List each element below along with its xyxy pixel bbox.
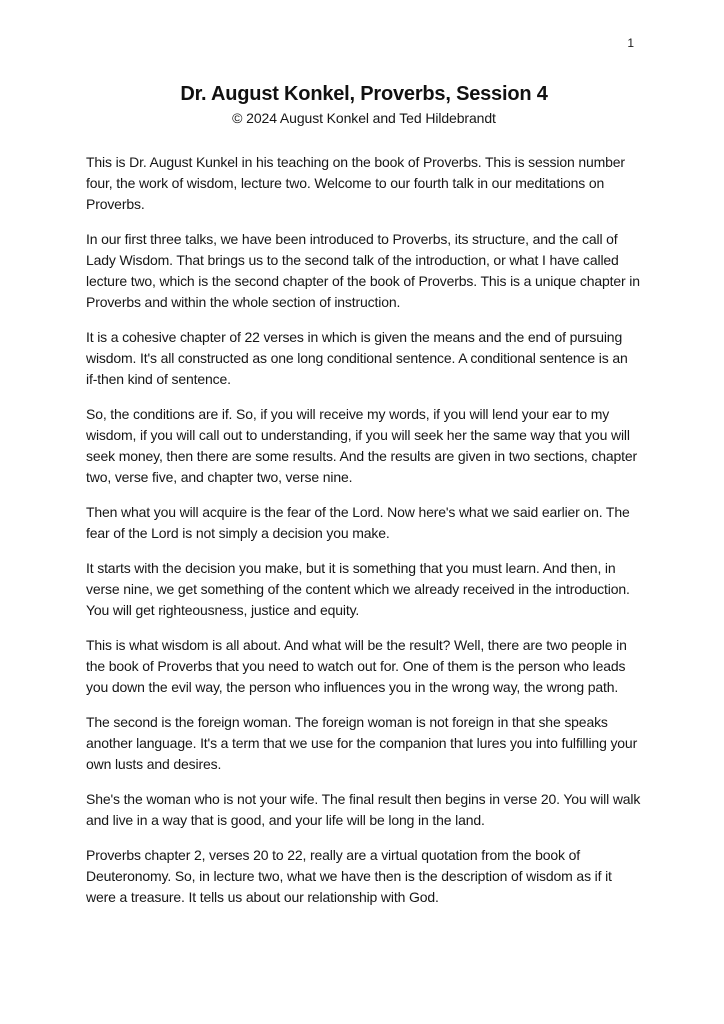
paragraph: The second is the foreign woman. The foreign woman is not foreign in that she speaks another language. It's a term that we use for the companion that lures you into fulfilling your own lusts and desires. [86, 714, 638, 772]
document-title: Dr. August Konkel, Proverbs, Session 4 [180, 83, 548, 105]
paragraph: This is what wisdom is all about. And what will be the result? Well, there are two people in the book of Proverbs that you need to watch out for. One of them is the person who leads you down the evil way, the person who influences you in the wrong way, the wrong path. [86, 637, 627, 695]
paragraph: This is Dr. August Kunkel in his teaching on the book of Proverbs. This is session number four, the work of wisdom, lecture two. Welcome to our fourth talk in our meditations on Proverbs. [86, 154, 625, 212]
paragraph: She's the woman who is not your wife. The final result then begins in verse 20. You will walk and live in a way that is good, and your life will be long in the land. [86, 791, 641, 828]
page-number: 1 [627, 36, 634, 50]
paragraph: It is a cohesive chapter of 22 verses in which is given the means and the end of pursuing wisdom. It's all constructed as one long conditional sentence. A conditional sentence is an if-then kind of sentence. [86, 329, 628, 387]
paragraph: Then what you will acquire is the fear of the Lord. Now here's what we said earlier on. The fear of the Lord is not simply a decision you make. [86, 504, 630, 541]
paragraph: In our first three talks, we have been introduced to Proverbs, its structure, and the call of Lady Wisdom. That brings us to the second talk of the introduction, or what I have called lecture two, which is the second chapter of the book of Proverbs. This is a unique chapter in Proverbs and within the whole section of instruction. [86, 231, 640, 310]
copyright-line: © 2024 August Konkel and Ted Hildebrandt [232, 110, 496, 126]
paragraph: It starts with the decision you make, but it is something that you must learn. And then, in verse nine, we get something of the content which we already received in the introduction. You will get righteousness, justice and equity. [86, 560, 630, 618]
paragraph: So, the conditions are if. So, if you will receive my words, if you will lend your ear to my wisdom, if you will call out to understanding, if you will seek her the same way that you will seek money, then there are some results. And the results are given in two sections, chapter two, verse five, and chapter two, verse nine. [86, 406, 638, 485]
document-body [86, 152, 642, 908]
paragraph: Proverbs chapter 2, verses 20 to 22, really are a virtual quotation from the book of Deuteronomy. So, in lecture two, what we have then is the description of wisdom as if it were a treasure. It tells us about our relationship with God. [86, 847, 612, 905]
